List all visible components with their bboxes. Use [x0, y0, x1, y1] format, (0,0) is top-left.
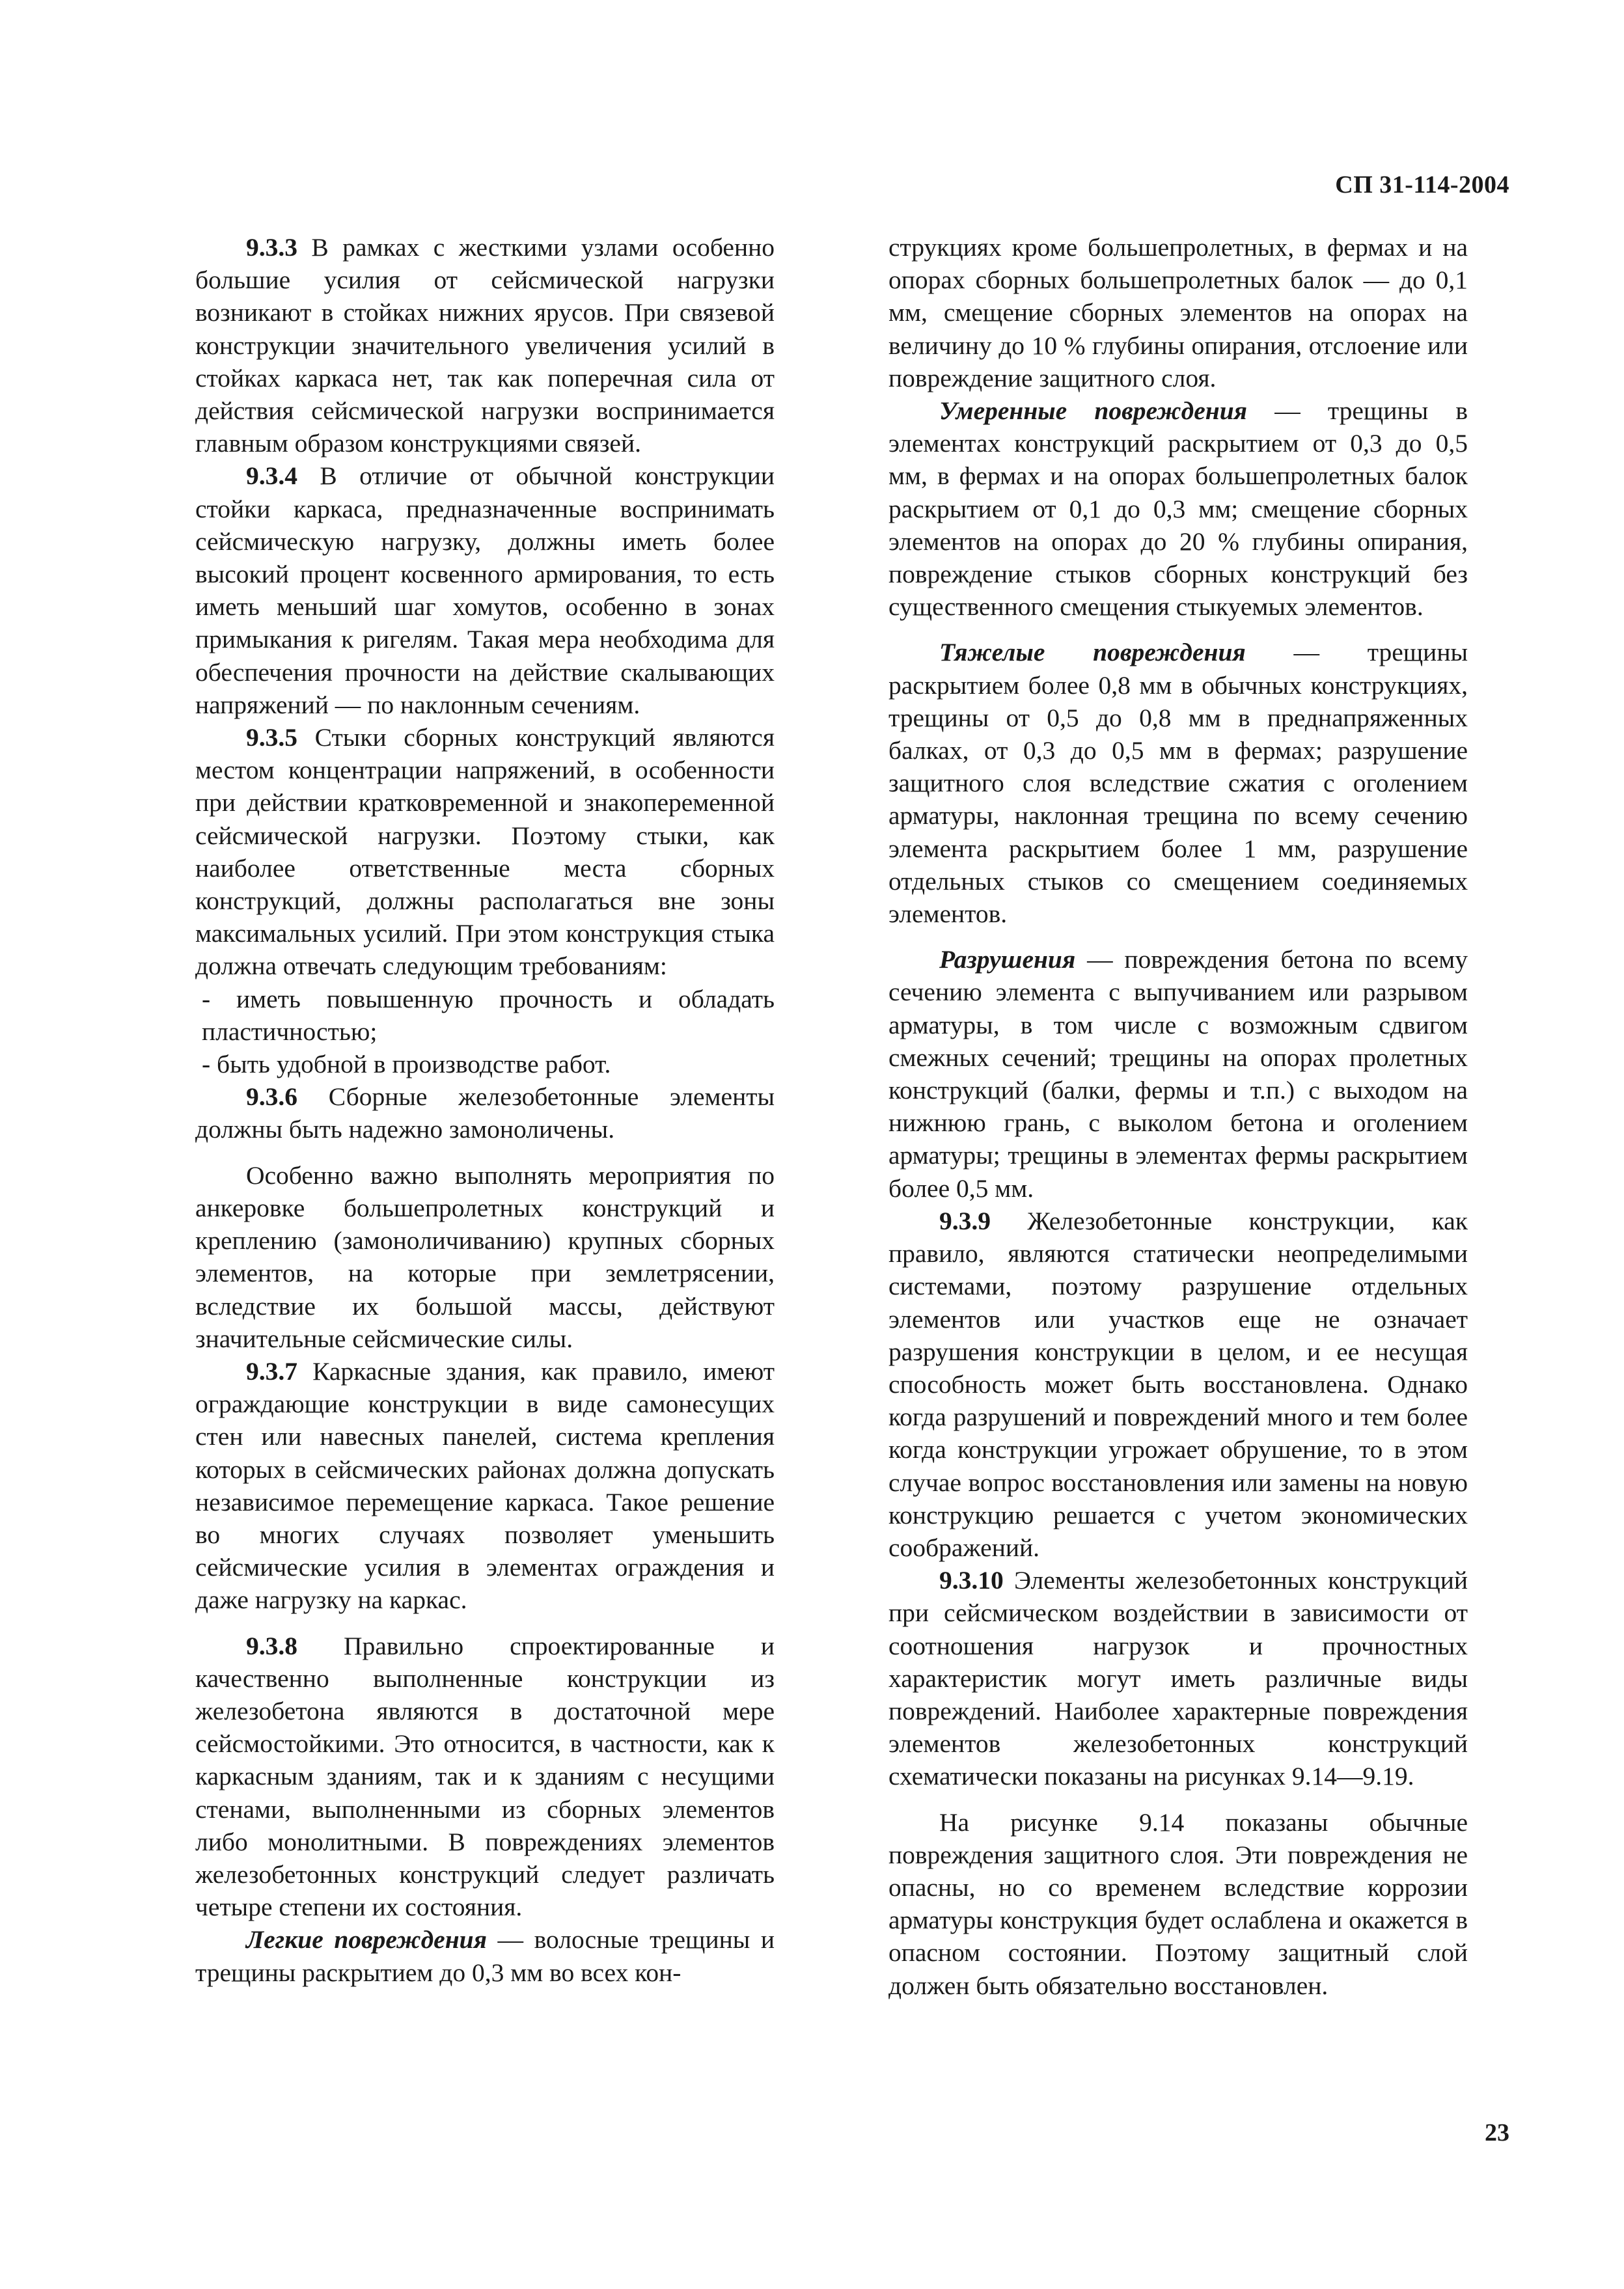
clause-number: 9.3.9 [939, 1206, 991, 1235]
left-column [195, 231, 775, 1989]
clause-number: 9.3.7 [246, 1356, 297, 1386]
paragraph-9-3-9 [888, 1205, 1468, 1564]
clause-text: Правильно спроектированные и качественно выполненные конструкции из железобетона являются в достаточной мере сейсмостойкими. Это относится, в частности, как к каркасным зданиям, так и к зданиям с несущими стенами, выполненными из сборных элементов либо монолитными. В повреждениях элементов железобетонных конструкций следует различать четыре степени их состояния. [195, 1631, 775, 1922]
paragraph-9-3-10-continued: На рисунке 9.14 показаны обычные повреждения защитного слоя. Эти повреждения не опасны, но со временем вследствие коррозии арматуры конструкция будет ослаблена и окажется в опасном состоянии. Поэтому защитный слой должен быть обязательно восстановлен. [888, 1807, 1468, 2000]
paragraph-light-damage-continued: струкциях кроме большепролетных, в фермах и на опорах сборных большепролетных балок — до 0,1 мм, смещение сборных элементов на опорах на величину до 10 % глубины опирания, отслоение или повреждение защитного слоя. [888, 233, 1468, 392]
clause-text: В рамках с жесткими узлами особенно большие усилия от сейсмической нагрузки возникают в стойках нижних ярусов. При связевой конструкции значительного увеличения усилий в стойках каркаса нет, так как поперечная сила от действия сейсмической нагрузки воспринимается главным образом конструкциями связей. [195, 233, 775, 458]
term-heavy-damage: Тяжелые повреждения [939, 638, 1246, 667]
term-moderate-damage: Умеренные повреждения [939, 396, 1248, 426]
paragraph-9-3-4 [195, 459, 775, 721]
clause-text: Стыки сборных конструкций являются местом концентрации напряжений, в особенности при действии кратковременной и знакопеременной сейсмической нагрузки. Поэтому стыки, как наиболее ответственные места сборных конструкций, должны располагаться вне зоны максимальных усилий. При этом конструкция стыка должна отвечать следующим требованиям: [195, 723, 775, 981]
paragraph-light-damage [195, 1923, 775, 1988]
paragraph-9-3-5 [195, 721, 775, 983]
clause-text: Каркасные здания, как правило, имеют ограждающие конструкции в виде самонесущих стен или навесных панелей, система крепления которых в сейсмических районах должна допускать независимое перемещение каркаса. Такое решение во многих случаях позволяет уменьшить сейсмические усилия в элементах ограждения и даже нагрузку на каркас. [195, 1356, 775, 1615]
page-number: 23 [1485, 2119, 1509, 2146]
paragraph-9-3-8 [195, 1630, 775, 1924]
paragraph-9-3-10 [888, 1564, 1468, 1792]
paragraph-heavy-damage [888, 636, 1468, 930]
paragraph-9-3-6 [195, 1080, 775, 1145]
requirement-item: - иметь повышенную прочность и обладать пластичностью; [202, 984, 775, 1046]
term-definition: — трещины в элементах конструкций раскрытием от 0,3 до 0,5 мм, в фермах и на опорах большепролетных балок раскрытием от 0,1 до 0,3 мм; смещение сборных элементов на опорах до 20 % глубины опирания, повреждение стыков сборных конструкций без существенного смещения стыкуемых элементов. [888, 396, 1468, 622]
paragraph-destruction [888, 943, 1468, 1205]
term-definition: — трещины раскрытием более 0,8 мм в обычных конструкциях, трещины от 0,5 до 0,8 мм в преднапряженных балках, от 0,3 до 0,5 мм в фермах; разрушение защитного слоя вследствие сжатия с оголением арматуры, наклонная трещина по всему сечению элемента раскрытием более 1 мм, разрушение отдельных стыков со смещением соединяемых элементов. [888, 638, 1468, 929]
clause-text: В отличие от обычной конструкции стойки каркаса, предназначенные воспринимать сейсмическую нагрузку, должны иметь более высокий процент косвенного армирования, то есть иметь меньший шаг хомутов, особенно в зонах примыкания к ригелям. Такая мера необходима для обеспечения прочности на действие скалывающих напряжений — по наклонным сечениям. [195, 461, 775, 719]
clause-text: Железобетонные конструкции, как правило, являются статически неопределимыми системами, поэтому разрушение отдельных элементов или участков еще не означает разрушения конструкции в целом, и ее несущая способность может быть восстановлена. Однако когда разрушений и повреждений много и тем более когда конструкции угрожает обрушение, то в этом случае вопрос восстановления или замены на новую конструкцию решается с учетом экономических соображений. [888, 1206, 1468, 1562]
term-light-damage: Легкие повреждения [246, 1925, 487, 1954]
term-definition: — повреждения бетона по всему сечению элемента с выпучиванием или разрывом арматуры, в том числе с возможным сдвигом смежных сечений; трещины на опорах пролетных конструкций (балки, фермы и т.п.) с выходом на нижнюю грань, с выколом бетона и оголением арматуры; трещины в элементах фермы раскрытием более 0,5 мм. [888, 945, 1468, 1203]
clause-number: 9.3.10 [939, 1566, 1004, 1595]
clause-number: 9.3.5 [246, 723, 297, 752]
clause-number: 9.3.3 [246, 233, 297, 262]
term-destruction: Разрушения [939, 945, 1076, 974]
clause-number: 9.3.6 [246, 1082, 297, 1112]
paragraph-moderate-damage [888, 394, 1468, 623]
paragraph-9-3-7 [195, 1355, 775, 1617]
requirement-item: - быть удобной в производстве работ. [202, 1050, 611, 1079]
right-column [888, 231, 1468, 2002]
paragraph-9-3-6-continued: Особенно важно выполнять мероприятия по анкеровке большепролетных конструкций и креплению (замоноличиванию) крупных сборных элементов, на которые при землетрясении, вследствие их большой массы, действуют значительные сейсмические силы. [195, 1160, 775, 1353]
term-definition: — волосные трещины и трещины раскрытием до 0,3 мм во всех кон- [195, 1925, 775, 1987]
clause-number: 9.3.8 [246, 1631, 297, 1660]
clause-number: 9.3.4 [246, 461, 297, 491]
clause-text: Сборные железобетонные элементы должны быть надежно замоноличены. [195, 1082, 775, 1144]
paragraph-9-3-3 [195, 231, 775, 459]
document-code: СП 31-114-2004 [1335, 171, 1509, 199]
clause-text: Элементы железобетонных конструкций при сейсмическом воздействии в зависимости от соотношения нагрузок и прочностных характеристик могут иметь различные виды повреждений. Наиболее характерные повреждения элементов железобетонных конструкций схематически показаны на рисунках 9.14—9.19. [888, 1566, 1468, 1791]
